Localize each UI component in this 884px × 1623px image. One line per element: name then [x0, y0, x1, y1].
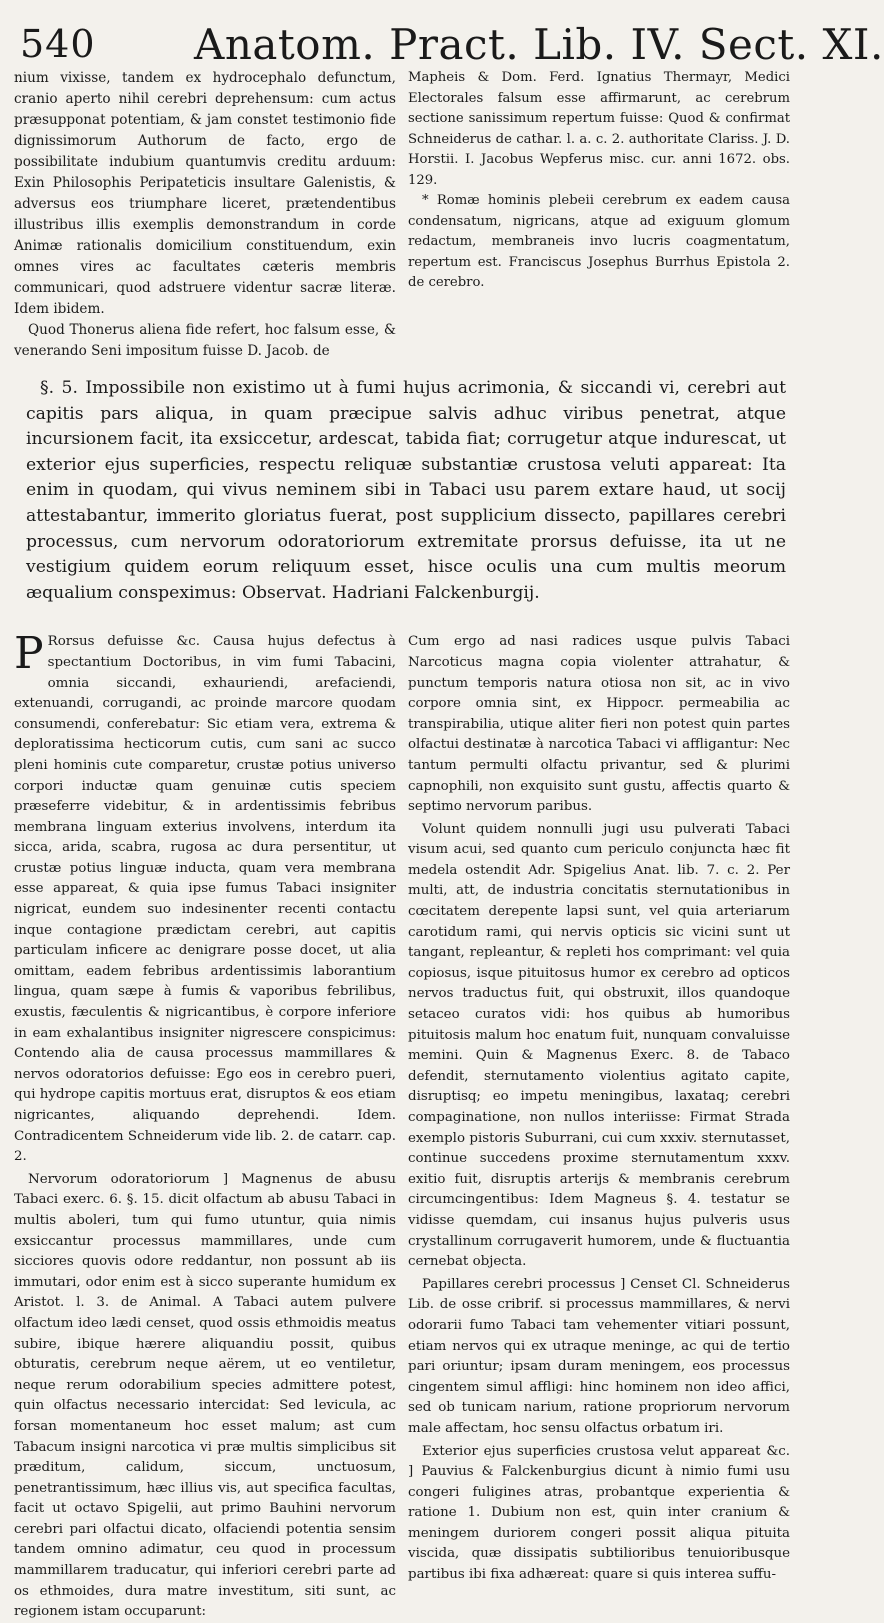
paragraph: Volunt quidem nonnulli jugi usu pulverati Tabaci visum acui, sed quanto cum periculo conjuncta hæc fit medela ostendit Adr. Spigelius Anat. lib. 7. c. 2. Per multi, att, de industria concitatis sternutationibus in cœcitatem derepente lapsi sunt, vel quia arteriarum carotidum rami, qui nervis opticis sic vicini sunt ut tangant, repleantur, & repleti hos comprimant: vel quia copiosus, isque pituitosus humor ex cerebro ad opticos nervos traductus fuit, qui obstruxit, illos quandoque setaceo curatos vidi: hos quibus ab humoribus pituitosis malum hoc enatum fuit, nunquam convaluisse memini. Quin & Magnenus Exerc. 8. de Tabaco defendit, sternutamento violentius agitato capite, disruptisq; eo impetu meningibus, laxataq; cerebri compaginatione, non nullos interiisse: Firmat Strada exemplo pistoris Suburrani, cui cum xxxiv. sternutasset, continue succedens proxime sternutamentum xxxv. exitio fuit, disruptis arterijs & membranis cerebrum circumcingentibus: Idem Magneus §. 4. testatur se vidisse quemdam, cui insanus hujus pulveris usus crystallinum corrugaverit humorem, unde & fluctuantia cernebat objecta.	[408, 821, 790, 1270]
running-title: Anatom. Pract. Lib. IV. Sect. XI.	[194, 20, 884, 69]
section-5	[26, 376, 786, 606]
paragraph: Quod Thonerus aliena fide refert, hoc falsum esse, & venerando Seni impositum fuisse D. Jacob. de	[14, 322, 396, 359]
page-header	[14, 8, 884, 69]
bottom-right-column	[408, 632, 790, 1623]
paragraph: Exterior ejus superficies crustosa velut appareat &c. ] Pauvius & Falckenburgius dicunt à nimio fumi usu congeri fuligines atras, probantque experientia & ratione 1. Dubium non est, quin inter cranium & meningem duriorem congeri possit aliqua pituita viscida, quæ dissipatis subtilioribus tenuioribusque partibus ibi fixa adhæreat: quare si quis interea suffu-	[408, 1443, 790, 1583]
paragraph-with-dropcap	[14, 628, 396, 1167]
section-5-text: §. 5. Impossibile non existimo ut à fumi hujus acrimonia, & siccandi vi, cerebri aut capitis pars aliqua, in quam præcipue salvis adhuc viribus penetrat, atque incursionem facit, ita exsiccetur, ardescat, tabida fiat; corrugetur atque indurescat, ut exterior ejus superficies, respectu reliquæ substantiæ crustosa veluti appareat: Ita enim in quodam, qui vivus neminem sibi in Tabaci usu parem extare haud, ut socij attestabantur, immerito gloriatus fuerat, post supplicium dissecto, papillares cerebri processus, cum nervorum odoratoriorum extremitate prorsus defuisse, ita ut ne vestigium quidem eorum reliquum esset, hisce oculis una cum multis meorum æqualium conspeximus: Observat. Hadriani Falckenburgij.	[26, 378, 786, 603]
paragraph: Mapheis & Dom. Ferd. Ignatius Thermayr, Medici Electorales falsum esse affirmarunt, ac cerebrum sectione sanissimum repertum fuisse: Quod & confirmat Schneiderus de cathar. l. a. c. 2. authoritate Clariss. J. D. Horstii. I. Jacobus Wepferus misc. cur. anni 1672. obs. 129.	[408, 70, 790, 188]
paragraph-text: Rorsus defuisse &c. Causa hujus defectus à spectantium Doctoribus, in vim fumi Tabacini, omnia siccandi, exhauriendi, arefaciendi, extenuandi, corrugandi, ac proinde marcore quodam consumendi, conferebatur: Sic etiam vera, extrema & deploratissima hecticorum cutis, cum sani ac succo pleni hominis cute comparetur, crustæ potius universo corpori inductæ quam genuinæ cutis speciem præseferre videbitur, & in ardentissimis febribus membrana linguam exterius involvens, interdum ita sicca, arida, scabra, rugosa ac dura persentitur, ut crustæ potius linguæ inducta, quam vera membrana esse appareat, & quia ipse fumus Tabaci insigniter nigricat, eundem suo indesinenter recenti contactu inque contagione prædictam cerebri, aut capitis particulam inficere ac denigrare posse docet, ut alia omittam, eadem febribus ardentissimis laborantium lingua, quam sæpe à fumis & vaporibus febrilibus, exustis, fæculentis & nigricantibus, è corpore inferiore in eam exhalantibus insigniter nigrescere conspicimus: Contendo alia de causa processus mammillares & nervos odoratorios defuisse: Ego eos in cerebro pueri, qui hydrope capitis mortuus erat, disruptos & eos etiam nigricantes, aliquando deprehendi. Idem. Contradicentem Schneiderum vide lib. 2. de catarr. cap. 2.	[14, 634, 396, 1165]
top-right-column	[408, 68, 790, 362]
paragraph: nium vixisse, tandem ex hydrocephalo defunctum, cranio aperto nihil cerebri deprehensum: cum actus præsupponat potentiam, & jam constet testimonio fide dignissimorum Authorum de facto, ergo de possibilitate indubium quantumvis creditu arduum: Exin Philosophis Peripateticis insultare Galenistis, & adversus eos triumphare liceret, prætendentibus illustribus illis exemplis demonstrandum in corde Animæ rationalis domicilium constituendum, exin omnes vires ac facultates cæteris membris communicari, quod adstruere videntur sacræ literæ. Idem ibidem.	[14, 70, 396, 317]
drop-cap: P	[14, 628, 44, 680]
footnote-paragraph: * Romæ hominis plebeii cerebrum ex eadem causa condensatum, nigricans, atque ad exiguum glomum redactum, membraneis invo lucris coagmentatum, repertum est. Franciscus Josephus Burrhus Epistola 2. de cerebro.	[408, 193, 790, 290]
bottom-left-column	[14, 628, 396, 1623]
paragraph: Nervorum odoratoriorum ] Magnenus de abusu Tabaci exerc. 6. §. 15. dicit olfactum ab abusu Tabaci in multis aboleri, tum qui fumo utuntur, quia nimis exsiccantur processus mammillares, unde cum sicciores quovis odore reddantur, non possunt ab iis immutari, odor enim est à sicco superante humidum ex Aristot. l. 3. de Animal. A Tabaci autem pulvere olfactum ideo lædi censet, quod ossis ethmoidis meatus subire, ibique hærere aliquandiu possit, quibus obturatis, cerebrum neque aërem, ut eo ventiletur, neque rerum odorabilium species admittere potest, quin olfactus necessario intercidat: Sed levicula, ac forsan momentaneum hoc esset malum; ast cum Tabacum insigni narcotica vi præ multis simplicibus sit præditum, calidum, siccum, unctuosum, penetrantissimum, hæc illius vis, aut specifica facultas, facit ut octavo Spigelii, aut primo Bauhini nervorum cerebri pari olfactui dicato, olfaciendi potentia sensim tandem omnino adimatur, ceu quod in processum mammillarem traducatur, qui inferiori cerebri parte ad os ethmoides, dura matre investitum, siti sunt, ac regionem istam occuparunt:	[14, 1171, 396, 1620]
page-number: 540	[20, 22, 96, 66]
bottom-columns	[14, 628, 790, 1623]
top-columns	[14, 68, 790, 362]
paragraph: Papillares cerebri processus ] Censet Cl. Schneiderus Lib. de osse cribrif. si processus mammillares, & nervi odorarii fumo Tabaci tam vehementer vitiari possunt, etiam nervos qui ex utraque meninge, ac qui de tertio pari oriuntur; ipsam duram meningem, eos processus cingentem simul affligi: hinc hominem non ideo affici, sed ob tunicam narium, ratione propriorum nervorum male affectam, hoc sensu olfactus orbatum iri.	[408, 1276, 790, 1436]
top-left-column	[14, 68, 396, 362]
paragraph: Cum ergo ad nasi radices usque pulvis Tabaci Narcoticus magna copia violenter attrahatur, & punctum temporis natura otiosa non sit, ac in vivo corpore omnia sint, ex Hippocr. permeabilia ac transpirabilia, utique aliter fieri non potest quin partes olfactui destinatæ à narcotica Tabaci vi affligantur: Nec tantum permulti olfactu privantur, sed & plurimi capnophili, non exquisito sunt gustu, affectis quarto & septimo nervorum paribus.	[408, 634, 790, 815]
